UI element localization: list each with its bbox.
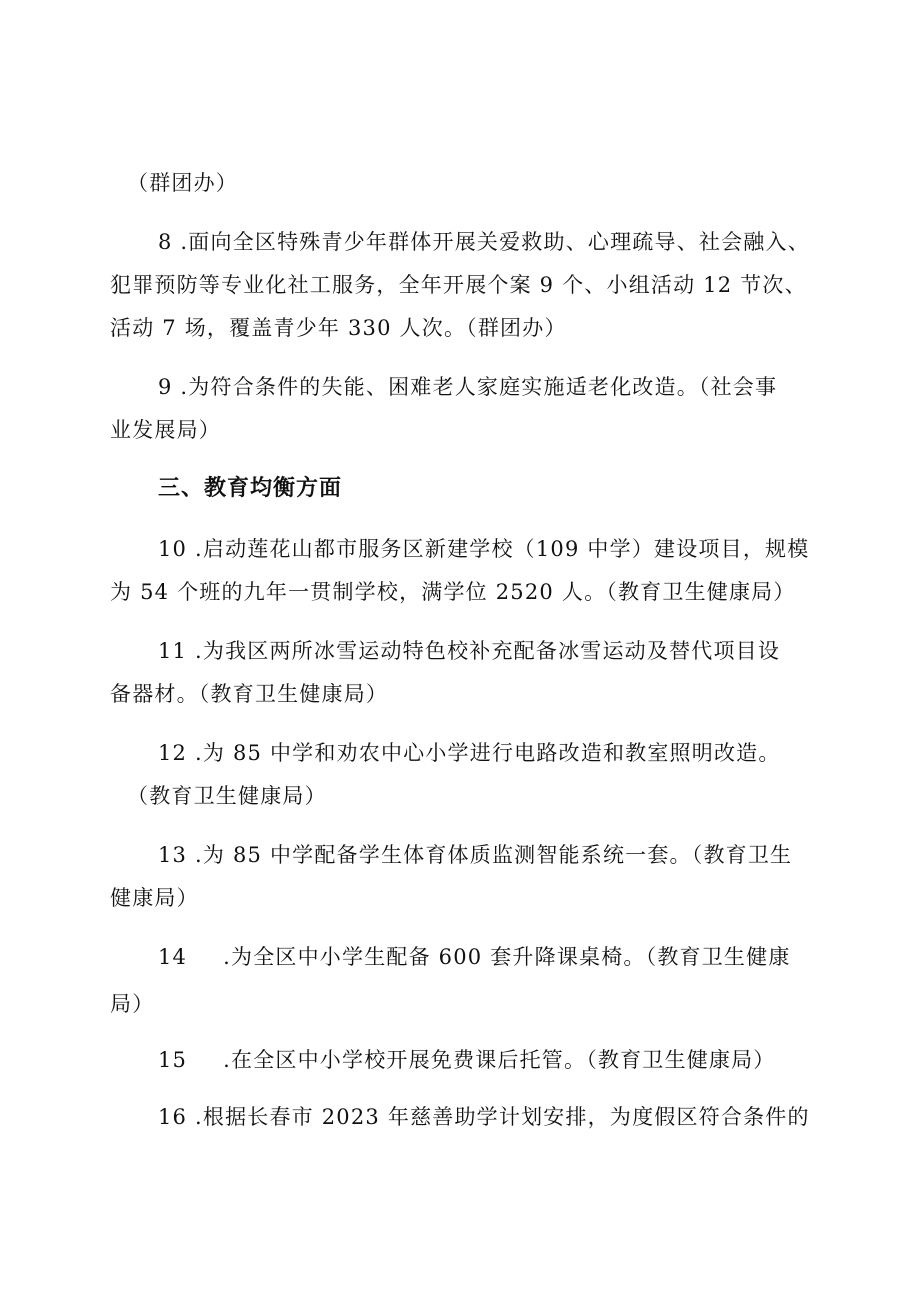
item-14-number: 14 — [158, 945, 188, 969]
item-14-line-2: 局） — [110, 992, 155, 1016]
item-15-number: 15 — [158, 1048, 188, 1072]
text-line: （群团办） — [127, 171, 238, 195]
item-11-line-2: 备器材。（教育卫生健康局） — [110, 682, 389, 706]
item-8-line-3: 活动 7 场，覆盖青少年 330 人次。（群团办） — [110, 316, 567, 340]
item-8-line-2: 犯罪预防等专业化社工服务，全年开展个案 9 个、小组活动 12 节次、 — [110, 273, 807, 297]
item-12-line-2: （教育卫生健康局） — [127, 784, 327, 808]
item-8-line-1: 8 .面向全区特殊青少年群体开展关爱救助、心理疏导、社会融入、 — [158, 230, 810, 254]
item-9-line-1: 9 .为符合条件的失能、困难老人家庭实施适老化改造。（社会事 — [158, 375, 778, 399]
item-10-line-1: 10 .启动莲花山都市服务区新建学校（109 中学）建设项目，规模 — [158, 537, 810, 561]
item-12-line-1: 12 .为 85 中学和劝农中心小学进行电路改造和教室照明改造。 — [158, 741, 781, 765]
section-heading: 三、教育均衡方面 — [158, 476, 343, 501]
item-13-line-2: 健康局） — [110, 886, 199, 910]
item-15-line-1 — [158, 1046, 776, 1074]
item-13-line-1: 13 .为 85 中学配备学生体育体质监测智能系统一套。（教育卫生 — [158, 843, 793, 867]
item-14-text: .为全区中小学生配备 600 套升降课桌椅。（教育卫生健康 — [223, 945, 791, 969]
item-14-line-1 — [158, 943, 791, 971]
item-15-text: .在全区中小学校开展免费课后托管。（教育卫生健康局） — [223, 1048, 776, 1072]
item-9-line-2: 业发展局） — [110, 418, 221, 442]
item-10-line-2: 为 54 个班的九年一贯制学校，满学位 2520 人。（教育卫生健康局） — [110, 580, 796, 604]
item-16-line-1: 16 .根据长春市 2023 年慈善助学计划安排，为度假区符合条件的 — [158, 1105, 810, 1129]
item-11-line-1: 11 .为我区两所冰雪运动特色校补充配备冰雪运动及替代项目设 — [158, 639, 781, 663]
